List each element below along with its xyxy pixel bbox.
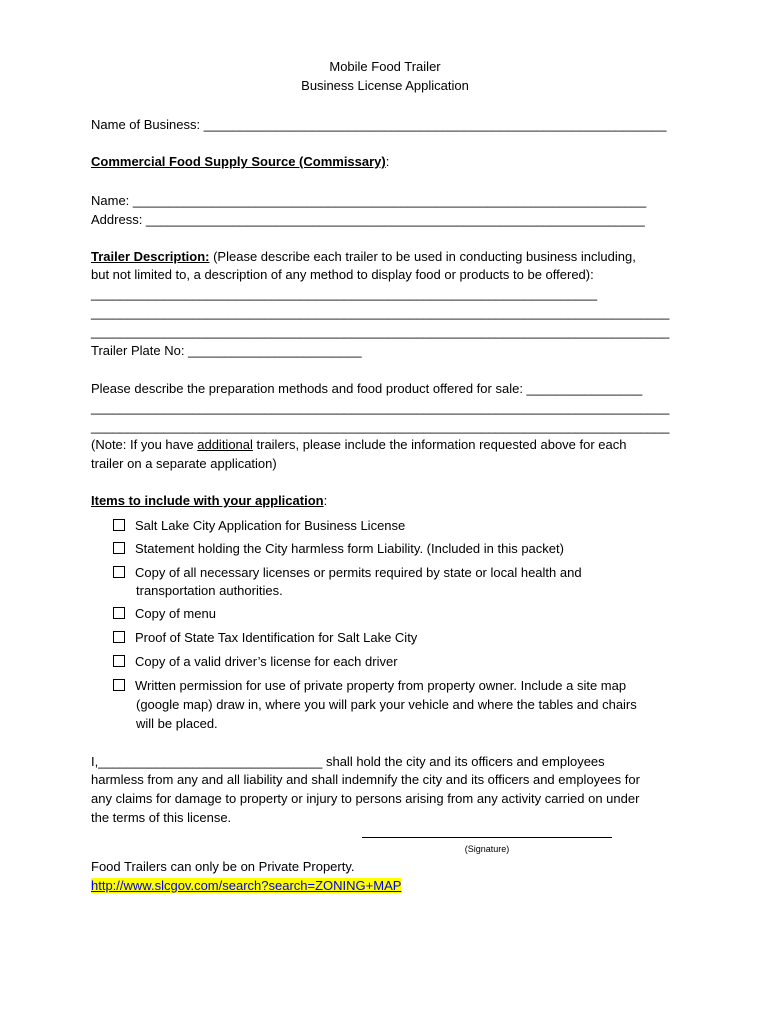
checklist-item[interactable] [113,564,582,581]
checklist-item-label: Copy of a valid driver’s license for each driver [135,654,398,669]
items-heading-colon: : [323,493,328,508]
prep-blank-line[interactable]: ________________________________________________________________________________ [91,419,670,434]
note-line1 [91,436,627,453]
name-of-business-field[interactable]: Name of Business: ________________________________________________________________ [91,117,667,132]
zoning-map-link-row [91,877,401,894]
prep-blank-line[interactable]: ________________________________________________________________________________ [91,400,670,415]
commissary-heading [91,153,389,170]
commissary-heading-text: Commercial Food Supply Source (Commissary) [91,154,386,169]
checkbox[interactable] [113,607,125,619]
checklist-item-label: Copy of all necessary licenses or permits required by state or local health and [135,565,582,580]
checklist-item[interactable] [113,517,405,534]
checklist-item-label: Salt Lake City Application for Business License [135,518,406,533]
signature-line[interactable] [362,837,612,838]
checkbox[interactable] [113,631,125,643]
items-heading [91,492,327,509]
trailer-plate-field[interactable]: Trailer Plate No: ________________________ [91,343,362,358]
note-line2: trailer on a separate application) [91,456,277,471]
prep-methods-field[interactable]: Please describe the preparation methods and food product offered for sale: ________________ [91,381,643,396]
checklist-item-continuation: (google map) draw in, where you will park your vehicle and where the tables and chairs [136,697,637,712]
trailer-description-line1 [91,248,636,265]
indemnity-line3: any claims for damage to property or injury to persons arising from any activity carried on under [91,791,640,806]
note-text: trailers, please include the information requested above for each [252,437,627,452]
zoning-map-link[interactable]: http://www.slcgov.com/search?search=ZONING+MAP [91,878,402,893]
items-heading-text: Items to include with your application [91,493,324,508]
checkbox[interactable] [113,542,125,554]
indemnity-line2: harmless from any and all liability and shall indemnify the city and its officers and employees for [91,772,640,787]
checkbox[interactable] [113,679,125,691]
doc-title-line1: Mobile Food Trailer [329,59,441,74]
note-additional: additional [197,437,253,452]
checklist-item-label: Copy of menu [135,606,216,621]
checkbox[interactable] [113,566,125,578]
trailer-blank-line[interactable]: ______________________________________________________________________ [91,286,598,301]
checklist-item[interactable] [113,653,398,670]
trailer-description-heading: Trailer Description: [91,249,210,264]
trailer-description-text: (Please describe each trailer to be used in conducting business including, [209,249,636,264]
checklist-item[interactable] [113,540,564,557]
note-text: (Note: If you have [91,437,198,452]
checkbox[interactable] [113,655,125,667]
trailer-blank-line[interactable]: ________________________________________________________________________________ [91,305,670,320]
checklist-item[interactable] [113,605,216,622]
doc-title-line2: Business License Application [301,78,469,93]
indemnity-line4: the terms of this license. [91,810,232,825]
indemnity-line1[interactable]: I,_______________________________ shall hold the city and its officers and employees [91,754,605,769]
commissary-name-field[interactable]: Name: _______________________________________________________________________ [91,193,647,208]
checklist-item-label: Written permission for use of private property from property owner. Include a site map [135,678,627,693]
checklist-item[interactable] [113,677,626,694]
checklist-item-continuation: will be placed. [136,716,218,731]
checklist-item-continuation: transportation authorities. [136,583,283,598]
commissary-address-field[interactable]: Address: _____________________________________________________________________ [91,212,645,227]
checkbox[interactable] [113,519,125,531]
checklist-item-label: Proof of State Tax Identification for Salt Lake City [135,630,418,645]
checklist-item[interactable] [113,629,417,646]
trailer-description-line2: but not limited to, a description of any method to display food or products to be offered): [91,267,594,282]
commissary-colon: : [385,154,390,169]
private-property-note: Food Trailers can only be on Private Property. [91,859,355,874]
signature-label: (Signature) [464,844,510,854]
checklist-item-label: Statement holding the City harmless form Liability. (Included in this packet) [135,541,564,556]
trailer-blank-line[interactable]: ________________________________________________________________________________ [91,324,670,339]
